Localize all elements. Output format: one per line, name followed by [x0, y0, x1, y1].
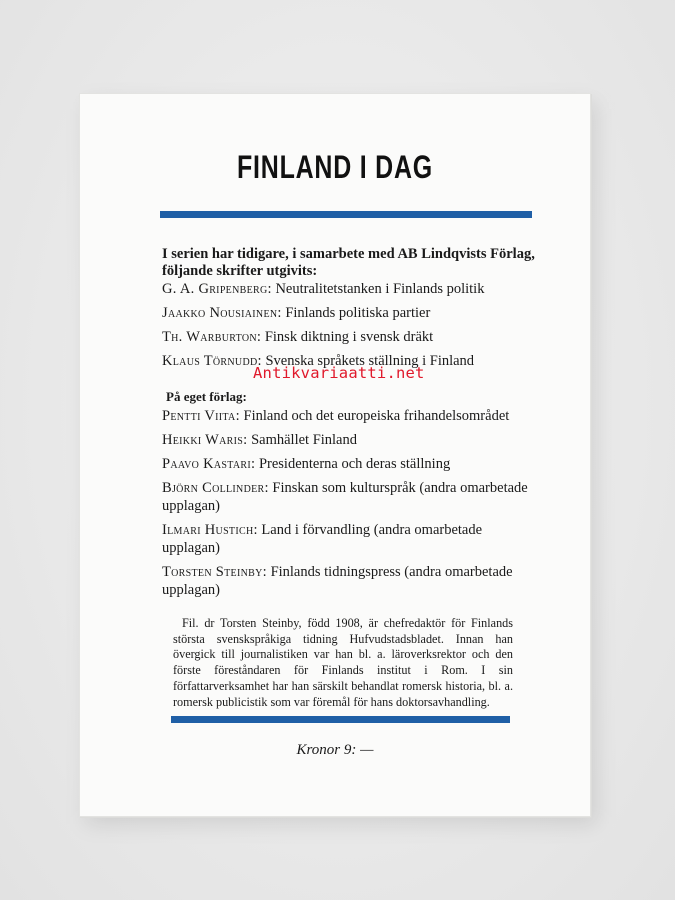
list-item: Th. Warburton: Finsk diktning i svensk dräkt — [162, 329, 434, 345]
list-item: Pentti Viita: Finland och det europeiska frihandelsområdet — [162, 408, 510, 424]
price-label: Kronor 9: — — [296, 742, 374, 758]
series-book-list — [162, 280, 542, 370]
series-intro: I serien har tidigare, i samarbete med AB Lindqvists Förlag, följande skrifter utgivits: — [162, 246, 535, 279]
list-item: Paavo Kastari: Presidenterna och deras ställning — [162, 456, 451, 472]
watermark-text: Antikvariaatti.net — [253, 364, 425, 382]
list-item: Jaakko Nousiainen: Finlands politiska partier — [162, 305, 431, 321]
author-biography: Fil. dr Torsten Steinby, född 1908, är chefredaktör för Finlands största svenskspråkiga tidning Hufvudstadsbladet. Innan han övergick till journalistiken var han bl. a. läroverksrektor och den förste föreståndaren för Finlands institut i Rom. I sin författarverksamhet har han särskilt behandlat romersk historia, bl. a. romersk publicistik som var föremål för hans doktorsavhandling. — [173, 616, 513, 709]
top-blue-rule — [160, 211, 532, 218]
list-item: Klaus Törnudd: Svenska språkets ställning i Finland — [162, 353, 475, 369]
bottom-blue-rule — [171, 716, 510, 723]
list-item: Ilmari Hustich: Land i förvandling (andra omarbetade upplagan) — [162, 522, 483, 556]
list-item: G. A. Gripenberg: Neutralitetstanken i Finlands politik — [162, 281, 485, 297]
list-item: Björn Collinder: Finskan som kulturspråk (andra omarbetade upplagan) — [162, 480, 528, 514]
own-publisher-heading: På eget förlag: — [166, 389, 247, 404]
series-title: FINLAND I DAG — [237, 149, 433, 185]
book-back-cover — [79, 93, 591, 817]
list-item: Torsten Steinby: Finlands tidningspress (andra omarbetade upplagan) — [162, 564, 513, 598]
own-book-list — [162, 407, 542, 599]
list-item: Heikki Waris: Samhället Finland — [162, 432, 357, 448]
